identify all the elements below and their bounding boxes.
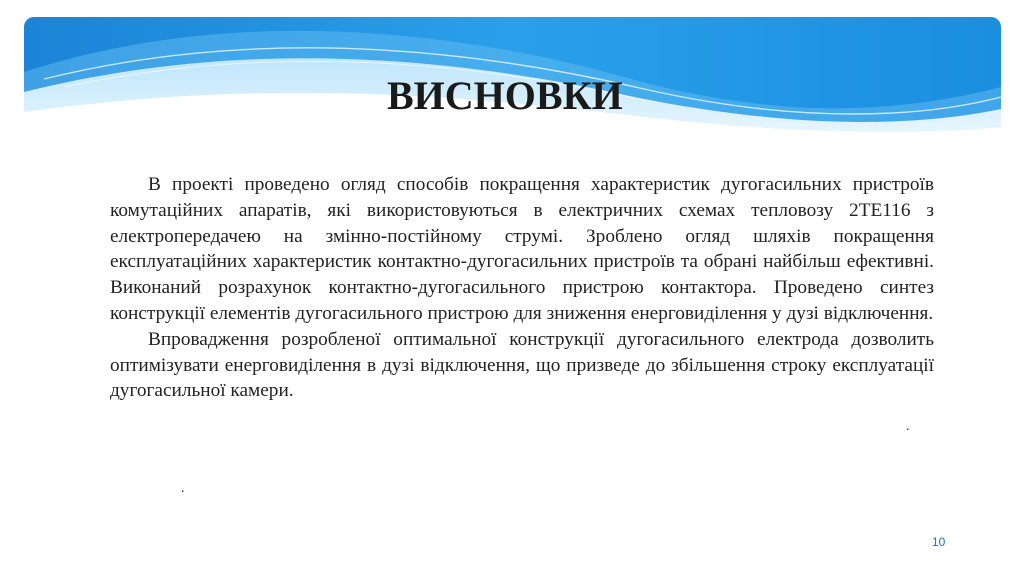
stray-mark: .	[906, 419, 910, 434]
slide-title: ВИСНОВКИ	[387, 73, 623, 118]
stray-mark: .	[181, 481, 185, 496]
paragraph-2: Впровадження розробленої оптимальної конструкції дугогасильного електрода дозволить оптимізувати енерговиділення в дузі відключення, що призведе до збільшення строку експлуатації дугогасильної камери.	[110, 328, 934, 402]
page-number: 10	[932, 535, 946, 549]
header-banner	[24, 17, 1001, 135]
conclusions-body	[110, 172, 934, 404]
paragraph-1: В проекті проведено огляд способів покращення характеристик дугогасильних пристроїв комутаційних апаратів, які використовуються в електричних схемах тепловозу 2ТЕ116 з електропередачею на змінно-постійному струмі. Зроблено огляд шляхів покращення експлуатаційних характеристик контактно-дугогасильних пристроїв та обрані найбільш ефективні. Виконаний розрахунок контактно-дугогасильного пристрою контактора. Проведено синтез конструкції елементів дугогасильного пристрою для зниження енерговиділення у дузі відключення.	[110, 174, 934, 324]
